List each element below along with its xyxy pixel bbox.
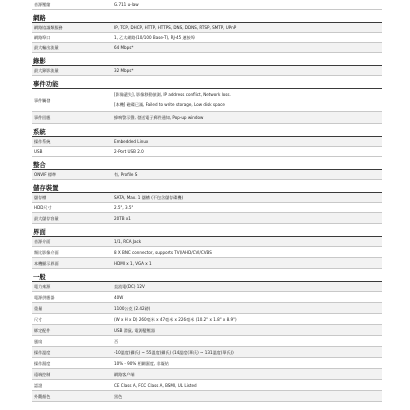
row-value: IP, TCP, DHCP, HTTP, HTTPS, DNS, DDNS, RTSP, SMTP, UPnP: [112, 23, 382, 32]
row-value: SATA, Max. 1 儲槽 (不包含儲存碟機): [112, 193, 382, 202]
table-row: [32, 66, 382, 76]
table-row: [32, 303, 382, 314]
row-value: 有, Profile S: [112, 170, 382, 179]
row-value: 8 X BNC connector, supports TVI/AHD/CVI/CVBS: [114, 249, 212, 255]
row-value: 2-Port USB 2.0: [114, 149, 144, 155]
table-row: [32, 336, 382, 347]
row-value: 1/1, RCA Jack: [112, 237, 382, 246]
section-title-events: 事件功能: [33, 80, 59, 89]
table-row: [32, 237, 382, 247]
table-row: [32, 247, 382, 258]
table-row: [32, 369, 382, 380]
section-title-general: 一般: [33, 273, 46, 282]
row-label: 遠端控制: [32, 369, 112, 379]
system-table: [32, 136, 382, 157]
table-row: [32, 137, 382, 147]
table-row: [32, 147, 382, 157]
table-row: [32, 314, 382, 325]
row-label: 電力來源: [32, 282, 112, 291]
storage-table: [32, 192, 382, 224]
row-label: 最大錄影流量: [32, 66, 112, 75]
row-value: 網路客户端: [112, 369, 382, 379]
table-row: [32, 292, 382, 303]
interfaces-table: [32, 236, 382, 269]
table-row: [32, 325, 382, 336]
row-value: [112, 89, 382, 111]
row-value: Embedded Linux: [112, 137, 382, 146]
row-value-line: [影像遺失], 影像移動偵測, IP address conflict, Network loss.: [114, 92, 231, 98]
row-value: 32 Mbps*: [112, 66, 382, 75]
table-row: [32, 170, 382, 180]
row-label: 類比影像介面: [34, 249, 59, 255]
integration-table: [32, 169, 382, 180]
intro-table: [32, 0, 382, 10]
section-title-network: 網路: [33, 14, 46, 23]
row-value: 10% - 90% 相關濕度, 非凝結: [114, 360, 169, 366]
row-value: 否: [114, 338, 119, 344]
row-label: 尺寸: [34, 316, 43, 322]
row-value: 黑色: [112, 391, 382, 401]
row-label: 重量: [32, 303, 112, 313]
row-value: 1100公克 (2.42磅): [112, 303, 382, 313]
section-title-integration: 整合: [33, 161, 46, 170]
general-table: [32, 281, 382, 402]
row-label: ONVIF 標準: [32, 170, 112, 179]
row-value: CE Class A, FCC Class A, BSMI, UL Listed: [114, 382, 197, 388]
row-label: 最大儲存容量: [32, 213, 112, 223]
row-value: 蜂鳴警示聲, 發送電子郵件通知, Pop-up window: [112, 112, 382, 123]
table-row: [32, 43, 382, 53]
row-value: (W x H x D) 260毫米 x 47毫米 x 226毫米 (10.2" x 1.8" x 8.9"): [114, 316, 237, 322]
row-label: 事件觸發: [34, 97, 51, 103]
row-value: G.711 u-law: [114, 2, 139, 8]
table-row: [32, 213, 382, 224]
row-value: 40W: [114, 294, 124, 300]
recording-table: [32, 65, 382, 76]
table-row: [32, 0, 382, 10]
row-label: 網路埠口: [34, 35, 51, 41]
row-label: 操作系統: [32, 137, 112, 146]
row-label: 本機顯示界面: [32, 258, 112, 268]
table-row: [32, 358, 382, 369]
section-title-storage: 儲存裝置: [33, 184, 59, 193]
table-row: [32, 258, 382, 269]
table-row: [32, 112, 382, 124]
row-label: 外觀顏色: [32, 391, 112, 401]
table-row: [32, 23, 382, 33]
row-value: USB 滑鼠, 電源變壓器: [112, 325, 382, 335]
row-label: 網路協議類服務: [32, 23, 112, 32]
row-label: 最大輸出流量: [32, 43, 112, 52]
row-value: 2.5", 3.5": [114, 205, 134, 211]
spec-sheet: [32, 0, 382, 402]
row-value-line: [本機] 磁碟已滿, Failed to write storage, Low disk space: [114, 101, 225, 107]
table-row: [32, 203, 382, 213]
row-label: 操作濕度: [34, 360, 51, 366]
network-table: [32, 22, 382, 53]
row-value: -10溫度(攝氏) ~ 55溫度(攝氏) (14溫度(華氏) ~ 131溫度(華氏)): [112, 347, 382, 357]
table-row: [32, 391, 382, 402]
row-label: 綁定配件: [32, 325, 112, 335]
table-row: [32, 89, 382, 112]
row-value: 64 Mbps*: [112, 43, 382, 52]
section-title-recording: 錄影: [33, 57, 46, 66]
row-value: HDMI x 1, VGA x 1: [112, 258, 382, 268]
table-row: [32, 380, 382, 391]
section-title-interfaces: 界面: [33, 228, 46, 237]
section-title-system: 系統: [33, 128, 46, 137]
row-label: 儲存槽: [32, 193, 112, 202]
table-row: [32, 282, 382, 292]
row-value: 20TB x1: [112, 213, 382, 223]
row-value: 直流電(DC) 12V: [112, 282, 382, 291]
row-label: 音源壓縮: [34, 2, 51, 8]
row-value: 1, 乙太網路(10/100 Base-T), RJ-45 連接埠: [114, 35, 195, 41]
row-label: 認證: [34, 382, 43, 388]
row-label: 音源介面: [32, 237, 112, 246]
row-label: HDD尺寸: [34, 205, 52, 211]
row-label: 風扇: [34, 338, 43, 344]
row-label: USB: [34, 149, 43, 155]
table-row: [32, 33, 382, 43]
table-row: [32, 193, 382, 203]
table-row: [32, 347, 382, 358]
row-label: 操作溫度: [32, 347, 112, 357]
events-table: [32, 88, 382, 124]
row-label: 電源供應器: [34, 294, 55, 300]
row-label: 事件回應: [32, 112, 112, 123]
